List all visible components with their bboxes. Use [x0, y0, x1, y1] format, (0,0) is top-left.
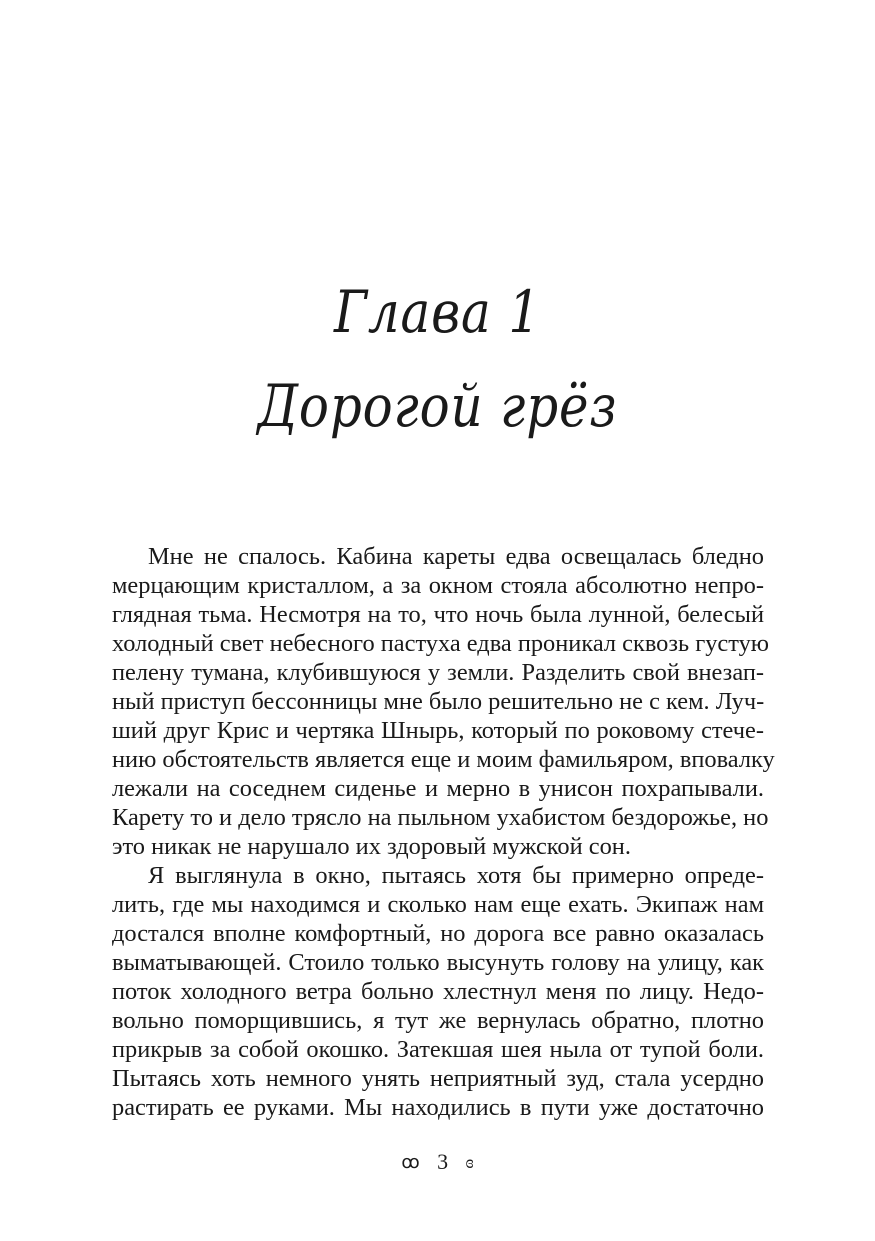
text-line: выматывающей. Стоило только высунуть голову на улицу, как — [112, 949, 764, 976]
text-line: достался вполне комфортный, но дорога все равно оказалась — [112, 920, 764, 947]
text-line: ший друг Крис и чертяка Шнырь, который по роковому стече- — [112, 717, 764, 744]
text-line: это никак не нарушало их здоровый мужской сон. — [112, 833, 631, 860]
text-line: вольно поморщившись, я тут же вернулась обратно, плотно — [112, 1007, 764, 1034]
chapter-number-heading: Глава 1 — [334, 278, 541, 346]
chapter-body-text — [112, 542, 775, 1122]
chapter-title-heading: Дорогой грёз — [257, 372, 618, 440]
ornament-right-icon: ɞ — [465, 1152, 474, 1172]
text-line: Я выглянула в окно, пытаясь хотя бы примерно опреде- — [148, 862, 764, 889]
text-line: глядная тьма. Несмотря на то, что ночь была лунной, белесый — [112, 601, 764, 628]
text-line: Мне не спалось. Кабина кареты едва освещалась бледно — [148, 543, 764, 570]
text-line: ный приступ бессонницы мне было решительно не с кем. Луч- — [112, 688, 765, 715]
text-line: нию обстоятельств является еще и моим фамильяром, вповалку — [112, 746, 775, 773]
text-line: пелену тумана, клубившуюся у земли. Разделить свой внезап- — [112, 659, 764, 686]
text-line: лить, где мы находимся и сколько нам еще ехать. Экипаж нам — [112, 891, 764, 918]
text-line: Карету то и дело трясло на пыльном ухабистом бездорожье, но — [112, 804, 769, 831]
text-line: растирать ее руками. Мы находились в пути уже достаточно — [112, 1094, 764, 1121]
text-line: лежали на соседнем сиденье и мерно в унисон похрапывали. — [112, 775, 764, 802]
page-number: 3 — [437, 1149, 449, 1174]
paragraph — [112, 542, 775, 861]
text-line: мерцающим кристаллом, а за окном стояла абсолютно непро- — [112, 572, 764, 599]
text-line: холодный свет небесного пастуха едва проникал сквозь густую — [112, 630, 770, 657]
ornament-left-icon: ꝏ — [401, 1152, 420, 1172]
paragraph — [112, 861, 764, 1122]
text-line: Пытаясь хоть немного унять неприятный зуд, стала усердно — [112, 1065, 764, 1092]
page-footer — [0, 1148, 875, 1176]
text-line: прикрыв за собой окошко. Затекшая шея ныла от тупой боли. — [112, 1036, 764, 1063]
text-line: поток холодного ветра больно хлестнул меня по лицу. Недо- — [112, 978, 764, 1005]
